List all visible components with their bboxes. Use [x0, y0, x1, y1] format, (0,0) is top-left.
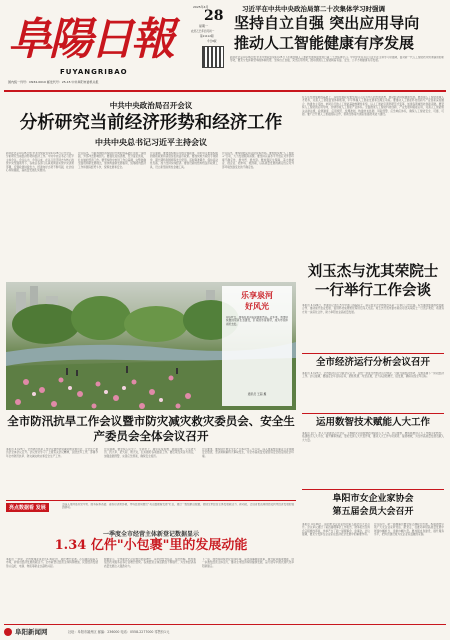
- economy-story: [302, 356, 444, 412]
- lunar-date: 农历乙巳年四月初一: [191, 30, 215, 33]
- business-badge: 亮点数据看 发展: [6, 503, 49, 512]
- politburo-story: [6, 100, 296, 280]
- footer-site: 阜阳新闻网: [15, 628, 48, 636]
- issue-number: 第11112期: [200, 35, 214, 38]
- politburo-headline: 分析研究当前经济形势和经济工作: [19, 113, 283, 133]
- date-small: 2025年4月: [193, 5, 209, 9]
- date-day: 28: [204, 8, 224, 24]
- photo-caption-box: [222, 286, 292, 406]
- business-story: [6, 503, 296, 621]
- liu-headline: 刘玉杰与沈其荣院士一行举行工作会谈: [307, 263, 439, 299]
- politburo-kicker: 中共中央政治局召开会议: [109, 101, 193, 110]
- top-story-headline-1: 坚持自立自强 突出应用导向: [234, 14, 420, 32]
- photo-caption-text: 4月27日，游客在泉河沿岸游玩赏花。近年来，我市持续推进泉河生态建设，打造滨水景观带，成为市民休闲好去处。: [226, 316, 288, 326]
- page-count: 今日8版: [207, 40, 217, 43]
- photo-credit: 通讯员 王超 摄: [247, 392, 267, 396]
- business-text-2: 数据显示，全市新登记企业数量稳步增长，其中批发零售业、信息传输、软件和信息技术服务业等行业增长较快。各类经营主体活跃度不断提升，为全市经济高质量发展注入强劲动力。: [104, 558, 196, 568]
- business-text-3: 下一步，我市将持续优化营商环境，深化商事制度改革，提升政务服务效能，进一步激发经营主体活力，推动全市经济持续健康发展，奋力谱写中国式现代化阜阳新篇章。: [202, 558, 294, 568]
- digital-headline: 运用数智技术赋能人大工作: [315, 417, 430, 428]
- digital-story: [302, 416, 444, 488]
- business-headline: 1.34 亿件"小包裹"里的发展动能: [54, 538, 248, 553]
- flood-headline: 全市防汛抗旱工作会议暨市防灾减灾救灾委员会、安全生产委员会全体会议召开: [7, 414, 295, 443]
- photo-caption-title: 乐享泉河 好风光: [241, 290, 273, 311]
- business-kicker: 一季度全市经营主体新登记数据显示: [102, 531, 199, 538]
- politburo-col-4: 会议指出，要持续稳定和活跃资本市场。要加快实施“人工智能+”行动，大力发展服务消费。要坚持以高水平开放应对外部环境不确定性，稳外贸、稳外资。要加强民生保障，着力稳就业、稳企业、稳市场、稳预期，以高质量发展的确定性应对外部环境急剧变化的不确定性。: [222, 152, 294, 169]
- qr-code-icon: [202, 46, 224, 68]
- divider-right-3: [302, 489, 444, 490]
- footer: [4, 626, 446, 639]
- business-intro: 为深入贯彻落实党中央、国务院和省委、省政府决策部署，市场监管局推出“亮点数据看发展”栏目，通过一组组鲜活数据，展现全市经营主体发展新活力、新动能，让读者更直观地感受我市经济发展的强劲脉动。: [62, 503, 294, 510]
- right-column-text-top: 在五年发展成就的基础上，各级党委政府要坚持以人民为中心的发展思想，推动经济持续健康发展。要加强人工智能领域人才培养，完善人工智能监管体制机制，牢牢掌握人工智能发展和治理主动权。要推动人工智能科技创新与产业创新深度融合，构建自主可控、协同运行的人工智能基础软硬件系统，以人工智能引领科研范式变革，加速各领域科技创新突破。要坚持人工智能的应用导向，加快形成人工智能产业体系。全面推进人工智能科技创新、产业发展和赋能应用，完善人工智能相关法律法规、政策制度、应用规范、伦理准则，构建技术监测、风险预警、应急响应体系，确保人工智能安全、可靠、可控。要广泛开展人工智能国际合作，帮助全球南方国家加强技术能力建设。: [302, 96, 444, 117]
- flood-text-2: 会议强调，要坚持人民至上、生命至上，树牢底线思维、极限思维，立足防大汛、抗大旱、抢大险、救大灾，扎实做好各项准备工作。要压紧压实各方责任，加强监测预警，完善应急预案，确保安全度汛。: [104, 448, 196, 458]
- politburo-col-1: 新华社北京4月25日电 中共中央政治局4月25日召开会议，分析研究当前经济形势和经济工作。中共中央总书记习近平主持会议。会议认为，今年以来，在以习近平同志为核心的党中央坚强领导下，各地区各部门认真贯彻落实党中央决策部署，宏观政策持续发力，经济向好态势不断巩固，社会信心持续提振，高质量发展扎实推进。: [6, 152, 74, 173]
- issue-info: 国内统一刊号：CN34-0010 邮发代号：25-15 中共阜阳市委机关报: [8, 80, 99, 84]
- logo-pinyin: FUYANGRIBAO: [60, 68, 128, 76]
- top-story: [230, 4, 446, 92]
- feature-photo: [6, 282, 296, 410]
- footer-address: 社址：阜阳市颍州区 邮编：236000 电话：0558-2277000 零售价1元: [68, 630, 170, 634]
- liu-text: 本报讯 4月26日，市委书记刘玉杰与中国工程院院士、南京农业大学教授沈其荣一行举行工作会谈。双方围绕加强科技创新合作、推动现代农业发展、促进科技成果转化等进行深入交流。刘玉杰代表市委市政府对沈其荣院士一行表示欢迎，希望双方进一步深化合作，助力阜阳农业高质量发展。: [302, 304, 444, 314]
- politburo-sub: 中共中央总书记习近平主持会议: [95, 137, 207, 147]
- digital-text: 本报讯 近日，市人大常委会召开会议，专题研究运用数智技术赋能人大工作。会议要求，要积极推进人大工作数字化转型，搭建数字人大平台，提升履职效能，更好发挥人大代表作用，推动人大工作与时俱进、提质增效，为全市高质量发展贡献人大力量。: [302, 432, 444, 442]
- masthead-rule: [4, 90, 446, 92]
- newspaper-logo: 阜陽日報: [8, 14, 172, 65]
- women-headline-1: 阜阳市女企业家协会: [332, 494, 414, 504]
- women-story: [302, 493, 444, 623]
- politburo-col-3: 会议强调，要更加积极有为的宏观政策，用好用足更加积极的财政政策和适度宽松的货币政策。要加快地方政府专项债券、超长期特别国债等发行使用。适时降准降息，保持流动性充裕，加力支持实体经济。要创设新的结构性货币政策工具，设立新型政策性金融工具。: [150, 152, 218, 169]
- top-story-headline-2: 推动人工智能健康有序发展: [234, 34, 415, 52]
- business-text-1: 本报讯 一季度，全市快递业务量达1.34亿件，同比增长显著。小包裹连接着大市场，折射出经济发展的新活力。全市新登记经营主体持续增加，民营经济发展势头良好，电商、物流等新业态蓬勃兴起。: [6, 558, 98, 568]
- business-top-rule: [6, 500, 296, 501]
- flood-story: [6, 414, 296, 498]
- women-text-1: 本报讯 4月26日，阜阳市女企业家协会第五届会员大会召开。会议审议通过了第四届理事会工作报告、财务报告及协会章程修改草案，选举产生了新一届理事会、监事会。会议强调，要充分发挥女企业家在经济社会发展中的重要作用。: [302, 523, 370, 537]
- flood-text-1: 本报讯 4月27日，全市防汛抗旱工作会议暨市防灾减灾救灾委员会、安全生产委员会全体会议召开。会议传达学习了上级有关会议精神，总结去年工作，部署今年全市防汛抗旱、防灾减灾救灾和安全生产工作。: [6, 448, 98, 458]
- news-site-icon: [4, 628, 12, 636]
- flood-text-3: 会议要求，要持续开展安全生产治本攻坚三年行动，深入排查整治重点行业领域安全隐患，坚决遏制重特大事故发生，为全市高质量发展营造安全稳定的社会环境。: [202, 448, 294, 458]
- politburo-col-2: 会议指出，当前我国经济持续回升向好的基础还需进一步稳固，外部冲击影响加大。要强化底线思维，充分备足预案，扎实做好经济工作。要坚持稳中求进工作总基调，完整准确全面贯彻新发展理念，加快构建新发展格局，统筹国内经济工作和国际经贸斗争，统筹发展和安全。: [78, 152, 146, 169]
- footer-rule: [4, 624, 446, 625]
- divider-right-2: [302, 413, 444, 414]
- women-text-2: 会议指出，新一届理事会要坚持正确政治方向，积极团结引领广大女企业家听党话、跟党走，在推动阜阳高质量发展中展现巾帼担当，贡献巾帼力量。要加强自身建设，提升服务水平，把协会建设成为女企业家温暖的家园。: [374, 523, 444, 537]
- top-story-kicker: 习近平在中共中央政治局第二十次集体学习时强调: [242, 5, 385, 13]
- weekday: 星期一: [199, 24, 209, 28]
- divider-right-1: [302, 353, 444, 354]
- economy-text: 本报讯 4月27日，全市经济运行分析会议召开，总结一季度全市经济运行情况，分析当前经济形势，安排部署下一阶段经济工作。会议强调，要锚定全年目标任务，抢抓机遇、攻坚克难，全力以赴稳增长、促发展，确保完成全年目标。: [302, 372, 444, 379]
- top-story-text: 新华社北京4月26日电 中共中央政治局4月25日下午就加强人工智能发展和监管进行第二十次集体学习。中共中央总书记习近平在主持学习时强调，面对新一代人工智能技术快速演进的新形势，要充分发挥新型举国体制优势，坚持自立自强，突出应用导向，推动我国人工智能朝着有益、安全、公平方向健康有序发展。: [230, 56, 444, 63]
- women-headline-2: 第五届会员大会召开: [332, 507, 414, 517]
- economy-headline: 全市经济运行分析会议召开: [315, 357, 430, 368]
- liu-story: [302, 262, 444, 354]
